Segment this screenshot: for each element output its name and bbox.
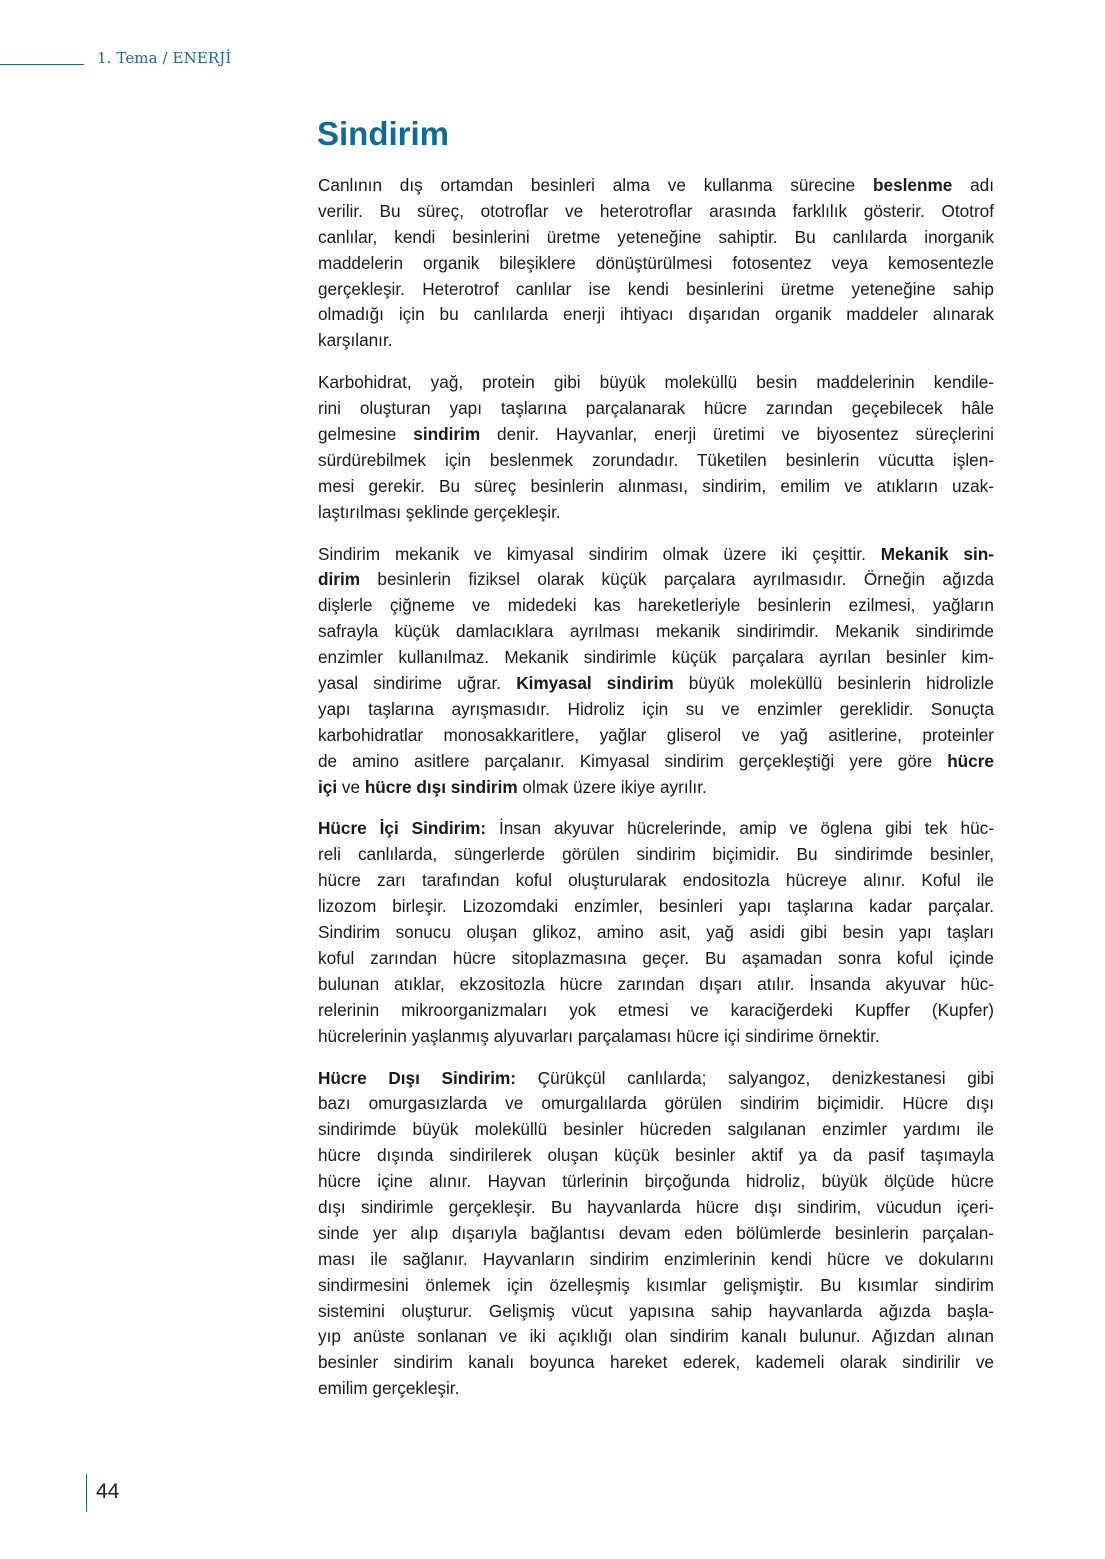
bold-term: sindirim <box>413 424 481 445</box>
text-segment: bazı omurgasızlarda ve omurgalılarda görülen sindirim biçimidir. Hücre dışı <box>318 1093 994 1114</box>
bold-term: hücre <box>947 750 994 771</box>
text-line <box>318 920 994 946</box>
text-segment: gerçekleşir. Heterotrof canlılar ise kendi besinlerini üretme yeteneğine sahip <box>318 278 994 299</box>
text-line <box>318 173 994 199</box>
text-segment: büyük moleküllü besinlerin hidrolizle <box>673 673 994 694</box>
text-segment: Sindirim mekanik ve kimyasal sindirim olmak üzere iki çeşittir. <box>318 543 881 564</box>
chapter-header: 1. Tema / ENERJİ <box>97 49 232 67</box>
footer-rule <box>86 1474 87 1512</box>
text-segment: hücrelerinin yaşlanmış alyuvarları parçalaması hücre içi sindirime örnektir. <box>318 1025 880 1046</box>
text-segment: gelmesine <box>318 424 414 445</box>
text-line <box>318 946 994 972</box>
text-segment: rini oluşturan yapı taşlarına parçalanarak hücre zarından geçebilecek hâle <box>318 398 994 419</box>
text-segment: dışı sindirimle gerçekleşir. Bu hayvanlarda hücre dışı sindirim, vücudun içeri- <box>318 1196 994 1217</box>
text-line <box>318 328 994 354</box>
text-segment: bulunan atıklar, ekzositozla hücre zarından dışarı atılır. İnsanda akyuvar hüc- <box>318 973 994 994</box>
text-segment: ve <box>337 776 365 797</box>
text-line <box>318 723 994 749</box>
text-line <box>318 1195 994 1221</box>
text-line <box>318 302 994 328</box>
text-segment: yasal sindirime uğrar. <box>318 673 517 694</box>
text-segment: ması ile sağlanır. Hayvanların sindirim enzimlerinin kendi hücre ve dokularını <box>318 1248 994 1269</box>
text-segment: safrayla küçük damlacıklara ayrılması mekanik sindirimdir. Mekanik sindirimde <box>318 621 994 642</box>
text-line <box>318 199 994 225</box>
text-line <box>318 370 994 396</box>
text-line <box>318 500 994 526</box>
bold-term: Hücre İçi Sindirim: <box>318 818 487 839</box>
text-line <box>318 816 994 842</box>
text-segment: canlılar, kendi besinlerini üretme yeteneğine sahiptir. Bu canlılarda inorganik <box>318 226 994 247</box>
text-line <box>318 1169 994 1195</box>
text-segment: yapı taşlarına ayrışmasıdır. Hidroliz için su ve enzimler gereklidir. Sonuçta <box>318 698 994 719</box>
text-segment: Canlının dış ortamdan besinleri alma ve kullanma sürecine <box>318 175 874 195</box>
page-number: 44 <box>96 1480 120 1503</box>
text-segment: yıp anüste sonlanan ve iki açıklığı olan sindirim kanalı bulunur. Ağızdan alınan <box>318 1326 994 1347</box>
body-text <box>318 173 994 1418</box>
paragraph <box>318 173 994 354</box>
text-segment: lizozom birleşir. Lizozomdaki enzimler, besinleri yapı taşlarına kadar parçalar. <box>318 896 994 917</box>
text-line <box>318 697 994 723</box>
paragraph <box>318 1066 994 1403</box>
text-line <box>318 277 994 303</box>
text-segment: sürdürebilmek için beslenmek zorundadır. Tüketilen besinlerin vücutta işlen- <box>318 449 994 470</box>
paragraph <box>318 542 994 801</box>
text-line <box>318 225 994 251</box>
text-line <box>318 1221 994 1247</box>
text-segment: dişlerle çiğneme ve midedeki kas hareketleriyle besinlerin ezilmesi, yağların <box>318 595 994 616</box>
text-segment: de amino asitlere parçalanır. Kimyasal sindirim gerçekleştiği yere göre <box>318 750 948 771</box>
text-segment: sindirimde büyük moleküllü besinler hücreden salgılanan enzimler yardımı ile <box>318 1119 994 1140</box>
header-rule <box>0 64 84 65</box>
text-line <box>318 396 994 422</box>
text-line <box>318 671 994 697</box>
bold-term: Kimyasal sindirim <box>516 673 674 694</box>
text-line <box>318 1117 994 1143</box>
text-segment: olmadığı için bu canlılarda enerji ihtiyacı dışarıdan organik maddeler alınarak <box>318 304 994 325</box>
bold-term: Hücre Dışı Sindirim: <box>318 1067 517 1088</box>
text-segment: karbohidratlar monosakkaritlere, yağlar gliserol ve yağ asitlerine, proteinler <box>318 724 994 745</box>
text-line <box>318 972 994 998</box>
text-line <box>318 998 994 1024</box>
text-line <box>318 1024 994 1050</box>
text-segment: hücre zarı tarafından koful oluşturularak endositozla hücreye alınır. Koful ile <box>318 870 994 891</box>
text-line <box>318 749 994 775</box>
bold-term: Mekanik sin- <box>880 543 994 564</box>
text-line <box>318 1091 994 1117</box>
bold-term: dirim <box>318 569 361 590</box>
text-segment: sinde yer alıp dışarıyla bağlantısı devam eden bölümlerde besinlerin parçalan- <box>318 1222 994 1243</box>
text-line <box>318 1376 994 1402</box>
text-line <box>318 1066 994 1092</box>
text-line <box>318 422 994 448</box>
paragraph <box>318 816 994 1049</box>
text-line <box>318 448 994 474</box>
text-segment: maddelerin organik bileşiklere dönüştürülmesi fotosentez veya kemosentezle <box>318 252 994 273</box>
bold-term: beslenme <box>873 175 953 195</box>
text-segment: hücre içine alınır. Hayvan türlerinin birçoğunda hidroliz, büyük ölçüde hücre <box>318 1171 994 1192</box>
text-segment: hücre dışında sindirilerek oluşan küçük besinler aktif ya da pasif taşımayla <box>318 1145 994 1166</box>
text-line <box>318 775 994 801</box>
text-segment: koful zarından hücre sitoplazmasına geçer. Bu aşamadan sonra koful içinde <box>318 947 994 968</box>
text-segment: Çürükçül canlılarda; salyangoz, denizkestanesi gibi <box>516 1067 994 1088</box>
paragraph <box>318 370 994 525</box>
text-segment: mesi gerekir. Bu süreç besinlerin alınması, sindirim, emilim ve atıkların uzak- <box>318 475 994 496</box>
text-segment: İnsan akyuvar hücrelerinde, amip ve öglena gibi tek hüc- <box>486 818 994 839</box>
text-line <box>318 1299 994 1325</box>
text-line <box>318 619 994 645</box>
text-line <box>318 894 994 920</box>
text-line <box>318 567 994 593</box>
text-line <box>318 842 994 868</box>
text-line <box>318 1273 994 1299</box>
text-line <box>318 1350 994 1376</box>
text-line <box>318 593 994 619</box>
text-segment: sistemini oluşturur. Gelişmiş vücut yapısına sahip hayvanlarda ağızda başla- <box>318 1300 994 1321</box>
text-segment: reli canlılarda, süngerlerde görülen sindirim biçimidir. Bu sindirimde besinler, <box>318 844 994 865</box>
text-segment: besinlerin fiziksel olarak küçük parçalara ayrılmasıdır. Örneğin ağızda <box>360 569 994 590</box>
text-line <box>318 868 994 894</box>
text-segment: adı <box>952 175 995 195</box>
text-line <box>318 542 994 568</box>
bold-term: hücre dışı sindirim <box>364 776 518 797</box>
text-segment: Sindirim sonucu oluşan glikoz, amino asit, yağ asidi gibi besin yapı taşları <box>318 922 994 943</box>
bold-term: içi <box>318 776 338 797</box>
text-segment: denir. Hayvanlar, enerji üretimi ve biyosentez süreçlerini <box>480 424 994 445</box>
text-segment: enzimler kullanılmaz. Mekanik sindirimle küçük parçalara ayrılan besinler kim- <box>318 647 994 668</box>
text-line <box>318 1324 994 1350</box>
text-line <box>318 251 994 277</box>
text-line <box>318 645 994 671</box>
text-line <box>318 1247 994 1273</box>
text-segment: sindirmesini önlemek için özelleşmiş kısımlar gelişmiştir. Bu kısımlar sindirim <box>318 1274 994 1295</box>
text-segment: emilim gerçekleşir. <box>318 1378 460 1399</box>
text-segment: karşılanır. <box>318 330 393 351</box>
text-segment: relerinin mikroorganizmaları yok etmesi ve karaciğerdeki Kupffer (Kupfer) <box>318 999 994 1020</box>
text-segment: laştırılması şeklinde gerçekleşir. <box>318 501 561 522</box>
text-segment: verilir. Bu süreç, ototroflar ve heterotroflar arasında farklılık gösterir. Ototrof <box>318 200 994 221</box>
page-title: Sindirim <box>317 115 450 152</box>
text-line <box>318 1143 994 1169</box>
text-line <box>318 474 994 500</box>
text-segment: olmak üzere ikiye ayrılır. <box>517 776 707 797</box>
text-segment: Karbohidrat, yağ, protein gibi büyük moleküllü besin maddelerinin kendile- <box>318 372 994 393</box>
text-segment: besinler sindirim kanalı boyunca hareket ederek, kademeli olarak sindirilir ve <box>318 1352 994 1373</box>
